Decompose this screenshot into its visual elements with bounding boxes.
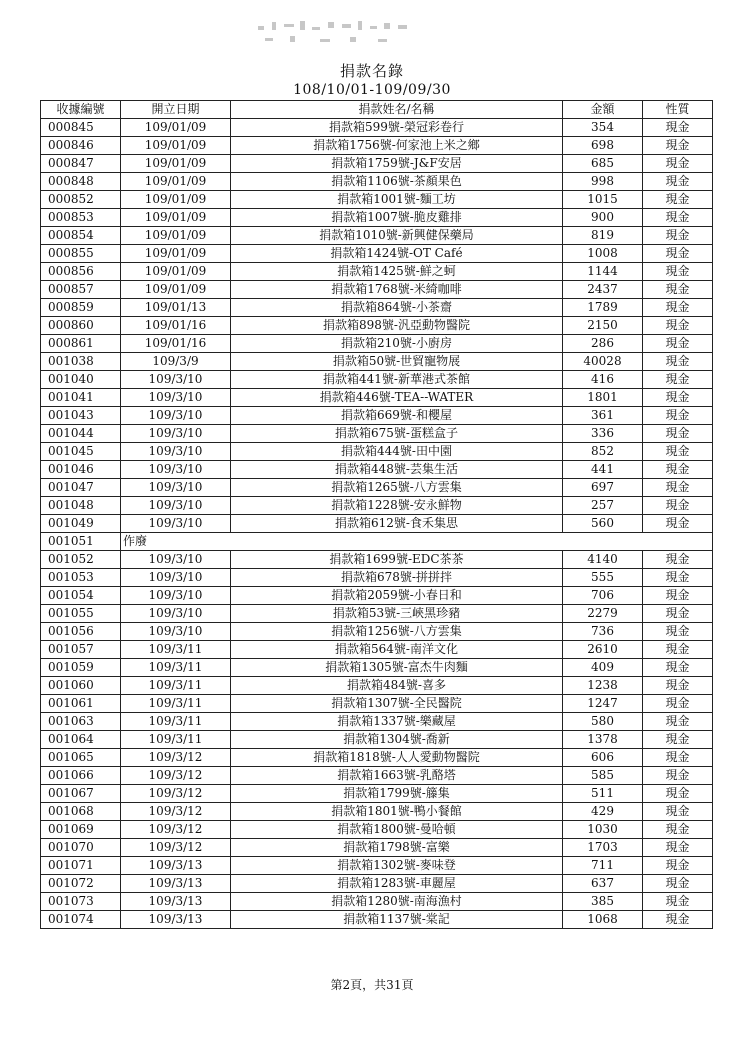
receipt-no-cell: 001051 [41,533,121,551]
table-row [41,515,713,533]
type-cell: 現金 [643,209,713,227]
type-cell: 現金 [643,353,713,371]
amount-cell: 2437 [563,281,643,299]
issue-date-cell: 109/3/10 [121,479,231,497]
issue-date-cell: 109/01/09 [121,137,231,155]
type-cell: 現金 [643,515,713,533]
issue-date-cell: 109/01/09 [121,245,231,263]
type-cell: 現金 [643,263,713,281]
table-row [41,893,713,911]
issue-date-cell: 109/3/10 [121,461,231,479]
receipt-no-cell: 001052 [41,551,121,569]
receipt-no-cell: 001055 [41,605,121,623]
type-cell: 現金 [643,173,713,191]
type-cell: 現金 [643,695,713,713]
issue-date-cell: 109/3/13 [121,911,231,929]
type-cell: 現金 [643,911,713,929]
issue-date-cell: 109/01/09 [121,209,231,227]
type-cell: 現金 [643,785,713,803]
type-cell: 現金 [643,245,713,263]
amount-cell: 1144 [563,263,643,281]
table-row [41,371,713,389]
donor-name-cell: 捐款箱1337號-樂藏屋 [231,713,563,731]
donor-name-cell: 捐款箱1283號-車麗屋 [231,875,563,893]
issue-date-cell: 109/01/09 [121,173,231,191]
issue-date-cell: 109/3/10 [121,389,231,407]
amount-cell: 1238 [563,677,643,695]
table-row [41,443,713,461]
donor-name-cell: 捐款箱1265號-八方雲集 [231,479,563,497]
donor-name-cell: 捐款箱864號-小茶齋 [231,299,563,317]
amount-cell: 852 [563,443,643,461]
table-row [41,767,713,785]
issue-date-cell: 109/3/10 [121,515,231,533]
type-cell: 現金 [643,407,713,425]
issue-date-cell: 109/3/11 [121,731,231,749]
issue-date-cell: 109/3/10 [121,497,231,515]
donor-name-cell: 捐款箱678號-拼拼拌 [231,569,563,587]
issue-date-cell: 109/01/16 [121,335,231,353]
table-row [41,245,713,263]
donor-name-cell: 捐款箱444號-田中園 [231,443,563,461]
donor-name-cell: 捐款箱1010號-新興健保藥局 [231,227,563,245]
table-row [41,425,713,443]
table-row [41,731,713,749]
amount-cell: 711 [563,857,643,875]
table-row [41,587,713,605]
donor-name-cell: 捐款箱1801號-鴨小餐館 [231,803,563,821]
receipt-no-cell: 001061 [41,695,121,713]
donor-name-cell: 捐款箱484號-喜多 [231,677,563,695]
amount-cell: 819 [563,227,643,245]
amount-cell: 416 [563,371,643,389]
table-row [41,713,713,731]
type-cell: 現金 [643,641,713,659]
receipt-no-cell: 001069 [41,821,121,839]
issue-date-cell: 109/3/11 [121,677,231,695]
receipt-no-cell: 000855 [41,245,121,263]
receipt-no-cell: 001041 [41,389,121,407]
donor-name-cell: 捐款箱1768號-米綺咖啡 [231,281,563,299]
table-row [41,389,713,407]
type-cell: 現金 [643,803,713,821]
receipt-no-cell: 001048 [41,497,121,515]
table-row [41,173,713,191]
receipt-no-cell: 000852 [41,191,121,209]
receipt-no-cell: 000846 [41,137,121,155]
receipt-no-cell: 001065 [41,749,121,767]
amount-cell: 1030 [563,821,643,839]
type-cell: 現金 [643,227,713,245]
amount-cell: 1068 [563,911,643,929]
table-row [41,461,713,479]
amount-cell: 1703 [563,839,643,857]
table-row [41,137,713,155]
issue-date-cell: 109/3/10 [121,569,231,587]
type-cell: 現金 [643,731,713,749]
type-cell: 現金 [643,119,713,137]
donor-name-cell: 捐款箱1818號-人人愛動物醫院 [231,749,563,767]
donor-name-cell: 捐款箱50號-世貿寵物展 [231,353,563,371]
document-title: 捐款名錄 [339,62,404,80]
header-type: 性質 [643,101,713,119]
issue-date-cell: 109/3/10 [121,551,231,569]
receipt-no-cell: 001047 [41,479,121,497]
amount-cell: 441 [563,461,643,479]
donor-name-cell: 捐款箱1256號-八方雲集 [231,623,563,641]
donor-name-cell: 捐款箱898號-汎亞動物醫院 [231,317,563,335]
amount-cell: 998 [563,173,643,191]
receipt-no-cell: 001066 [41,767,121,785]
amount-cell: 2279 [563,605,643,623]
issue-date-cell: 109/3/11 [121,695,231,713]
donor-name-cell: 捐款箱1759號-J&F安居 [231,155,563,173]
receipt-no-cell: 000857 [41,281,121,299]
receipt-no-cell: 001038 [41,353,121,371]
donor-name-cell: 捐款箱1001號-麵工坊 [231,191,563,209]
donor-name-cell: 捐款箱1425號-鮮之蚵 [231,263,563,281]
amount-cell: 429 [563,803,643,821]
type-cell: 現金 [643,893,713,911]
donor-name-cell: 捐款箱210號-小廚房 [231,335,563,353]
type-cell: 現金 [643,875,713,893]
receipt-no-cell: 000848 [41,173,121,191]
type-cell: 現金 [643,299,713,317]
table-row [41,191,713,209]
receipt-no-cell: 000860 [41,317,121,335]
issue-date-cell: 109/3/10 [121,605,231,623]
amount-cell: 2610 [563,641,643,659]
type-cell: 現金 [643,677,713,695]
table-row [41,533,713,551]
donor-name-cell: 捐款箱1305號-富杰牛肉麵 [231,659,563,677]
header-amount: 金額 [563,101,643,119]
type-cell: 現金 [643,839,713,857]
table-row [41,335,713,353]
type-cell: 現金 [643,821,713,839]
issue-date-cell: 109/01/09 [121,263,231,281]
type-cell: 現金 [643,569,713,587]
header-donor-name: 捐款姓名/名稱 [231,101,563,119]
faded-stamp-mark [250,12,420,52]
type-cell: 現金 [643,425,713,443]
donor-name-cell: 捐款箱53號-三峽黑珍豬 [231,605,563,623]
type-cell: 現金 [643,857,713,875]
issue-date-cell: 109/3/9 [121,353,231,371]
donor-name-cell: 捐款箱1137號-棠記 [231,911,563,929]
amount-cell: 585 [563,767,643,785]
receipt-no-cell: 001074 [41,911,121,929]
receipt-no-cell: 001060 [41,677,121,695]
issue-date-cell: 109/3/13 [121,875,231,893]
receipt-no-cell: 001057 [41,641,121,659]
table-row [41,785,713,803]
receipt-no-cell: 001054 [41,587,121,605]
issue-date-cell: 109/3/11 [121,713,231,731]
issue-date-cell: 109/01/09 [121,227,231,245]
type-cell: 現金 [643,497,713,515]
amount-cell: 354 [563,119,643,137]
receipt-no-cell: 001043 [41,407,121,425]
receipt-no-cell: 001073 [41,893,121,911]
receipt-no-cell: 001063 [41,713,121,731]
type-cell: 現金 [643,371,713,389]
receipt-no-cell: 001056 [41,623,121,641]
issue-date-cell: 109/3/10 [121,587,231,605]
type-cell: 現金 [643,551,713,569]
table-row [41,407,713,425]
issue-date-cell: 109/01/16 [121,317,231,335]
table-header-row [41,101,713,119]
amount-cell: 286 [563,335,643,353]
issue-date-cell: 109/01/09 [121,281,231,299]
type-cell: 現金 [643,605,713,623]
amount-cell: 580 [563,713,643,731]
void-note-cell: 作廢 [121,533,713,551]
donor-name-cell: 捐款箱448號-芸集生活 [231,461,563,479]
donation-table [40,100,713,929]
type-cell: 現金 [643,281,713,299]
table-row [41,119,713,137]
table-row [41,605,713,623]
donor-name-cell: 捐款箱1699號-EDC茶茶 [231,551,563,569]
header-receipt-no: 收據編號 [41,101,121,119]
type-cell: 現金 [643,191,713,209]
receipt-no-cell: 000853 [41,209,121,227]
amount-cell: 40028 [563,353,643,371]
receipt-no-cell: 001068 [41,803,121,821]
receipt-no-cell: 000854 [41,227,121,245]
type-cell: 現金 [643,137,713,155]
amount-cell: 697 [563,479,643,497]
amount-cell: 385 [563,893,643,911]
issue-date-cell: 109/3/10 [121,425,231,443]
table-row [41,227,713,245]
issue-date-cell: 109/3/10 [121,407,231,425]
amount-cell: 1015 [563,191,643,209]
table-row [41,353,713,371]
donor-name-cell: 捐款箱2059號-小春日和 [231,587,563,605]
table-row [41,209,713,227]
receipt-no-cell: 000847 [41,155,121,173]
table-row [41,695,713,713]
issue-date-cell: 109/01/09 [121,119,231,137]
receipt-no-cell: 001072 [41,875,121,893]
donor-name-cell: 捐款箱1799號-籐集 [231,785,563,803]
header-issue-date: 開立日期 [121,101,231,119]
issue-date-cell: 109/3/12 [121,803,231,821]
receipt-no-cell: 001071 [41,857,121,875]
issue-date-cell: 109/3/13 [121,857,231,875]
type-cell: 現金 [643,767,713,785]
donor-name-cell: 捐款箱599號-榮冠彩卷行 [231,119,563,137]
table-row [41,857,713,875]
table-row [41,911,713,929]
receipt-no-cell: 001049 [41,515,121,533]
donor-name-cell: 捐款箱1307號-全民醫院 [231,695,563,713]
issue-date-cell: 109/3/12 [121,785,231,803]
type-cell: 現金 [643,749,713,767]
amount-cell: 1378 [563,731,643,749]
issue-date-cell: 109/01/09 [121,191,231,209]
table-row [41,659,713,677]
issue-date-cell: 109/3/12 [121,839,231,857]
amount-cell: 4140 [563,551,643,569]
table-row [41,641,713,659]
donor-name-cell: 捐款箱1106號-茶顏果色 [231,173,563,191]
amount-cell: 637 [563,875,643,893]
amount-cell: 606 [563,749,643,767]
amount-cell: 685 [563,155,643,173]
table-row [41,317,713,335]
date-range: 108/10/01-109/09/30 [293,82,451,98]
type-cell: 現金 [643,479,713,497]
table-row [41,875,713,893]
amount-cell: 336 [563,425,643,443]
receipt-no-cell: 000845 [41,119,121,137]
amount-cell: 900 [563,209,643,227]
table-row [41,569,713,587]
type-cell: 現金 [643,713,713,731]
amount-cell: 1801 [563,389,643,407]
amount-cell: 361 [563,407,643,425]
table-row [41,839,713,857]
amount-cell: 409 [563,659,643,677]
table-row [41,749,713,767]
donor-name-cell: 捐款箱1756號-何家池上米之鄉 [231,137,563,155]
type-cell: 現金 [643,623,713,641]
table-row [41,263,713,281]
amount-cell: 1247 [563,695,643,713]
type-cell: 現金 [643,587,713,605]
donor-name-cell: 捐款箱669號-和櫻屋 [231,407,563,425]
type-cell: 現金 [643,443,713,461]
table-row [41,155,713,173]
issue-date-cell: 109/3/10 [121,443,231,461]
donor-name-cell: 捐款箱1228號-安永鮮物 [231,497,563,515]
receipt-no-cell: 001067 [41,785,121,803]
amount-cell: 1008 [563,245,643,263]
issue-date-cell: 109/3/13 [121,893,231,911]
receipt-no-cell: 001046 [41,461,121,479]
table-row [41,677,713,695]
donor-name-cell: 捐款箱1663號-乳酪塔 [231,767,563,785]
type-cell: 現金 [643,335,713,353]
page-footer: 第2頁，共31頁 [330,978,414,992]
issue-date-cell: 109/01/13 [121,299,231,317]
amount-cell: 257 [563,497,643,515]
receipt-no-cell: 001040 [41,371,121,389]
donor-name-cell: 捐款箱1800號-曼哈頓 [231,821,563,839]
type-cell: 現金 [643,155,713,173]
donor-name-cell: 捐款箱675號-蛋糕盒子 [231,425,563,443]
table-row [41,281,713,299]
type-cell: 現金 [643,317,713,335]
issue-date-cell: 109/3/12 [121,767,231,785]
issue-date-cell: 109/3/11 [121,659,231,677]
receipt-no-cell: 000861 [41,335,121,353]
donor-name-cell: 捐款箱564號-南洋文化 [231,641,563,659]
receipt-no-cell: 001044 [41,425,121,443]
donor-name-cell: 捐款箱1798號-富樂 [231,839,563,857]
table-row [41,479,713,497]
type-cell: 現金 [643,461,713,479]
table-row [41,497,713,515]
type-cell: 現金 [643,389,713,407]
receipt-no-cell: 001059 [41,659,121,677]
issue-date-cell: 109/01/09 [121,155,231,173]
amount-cell: 736 [563,623,643,641]
receipt-no-cell: 000859 [41,299,121,317]
issue-date-cell: 109/3/12 [121,821,231,839]
receipt-no-cell: 001070 [41,839,121,857]
receipt-no-cell: 001053 [41,569,121,587]
receipt-no-cell: 001045 [41,443,121,461]
issue-date-cell: 109/3/12 [121,749,231,767]
issue-date-cell: 109/3/11 [121,641,231,659]
issue-date-cell: 109/3/10 [121,623,231,641]
amount-cell: 511 [563,785,643,803]
amount-cell: 2150 [563,317,643,335]
donor-name-cell: 捐款箱1280號-南海漁村 [231,893,563,911]
table-row [41,299,713,317]
table-row [41,551,713,569]
table-row [41,803,713,821]
type-cell: 現金 [643,659,713,677]
amount-cell: 706 [563,587,643,605]
donor-name-cell: 捐款箱612號-食禾集思 [231,515,563,533]
donor-name-cell: 捐款箱441號-新華港式茶館 [231,371,563,389]
donor-name-cell: 捐款箱1424號-OT Café [231,245,563,263]
receipt-no-cell: 000856 [41,263,121,281]
donor-name-cell: 捐款箱1304號-喬新 [231,731,563,749]
amount-cell: 1789 [563,299,643,317]
receipt-no-cell: 001064 [41,731,121,749]
amount-cell: 698 [563,137,643,155]
donor-name-cell: 捐款箱1302號-麥味登 [231,857,563,875]
table-row [41,821,713,839]
amount-cell: 560 [563,515,643,533]
donor-name-cell: 捐款箱446號-TEA--WATER [231,389,563,407]
issue-date-cell: 109/3/10 [121,371,231,389]
table-row [41,623,713,641]
amount-cell: 555 [563,569,643,587]
donor-name-cell: 捐款箱1007號-脆皮雞排 [231,209,563,227]
